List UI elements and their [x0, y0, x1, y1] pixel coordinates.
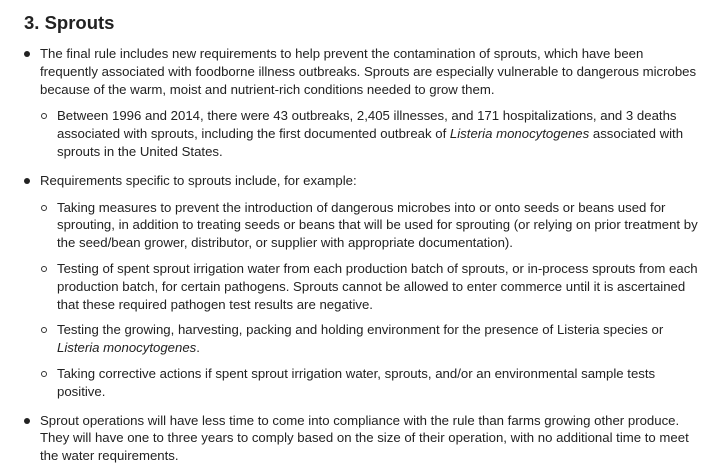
sub-item-italic: Listeria monocytogenes	[449, 126, 590, 142]
section-heading: 3. Sprouts	[24, 12, 115, 33]
main-bullet-list	[24, 45, 702, 465]
hollow-bullet-icon	[41, 327, 47, 333]
list-item	[24, 45, 702, 161]
list-item-text: Requirements specific to sprouts include, for example:	[40, 172, 357, 188]
sub-item-text: Between 1996 and 2014, there were 43 outbreaks, 2,405 illnesses, and 171 hospitalizations, and 3 deaths associated with sprouts, including the first documented outbreak of	[57, 108, 677, 142]
sub-list-item	[40, 321, 702, 357]
sub-item-text-end: associated with sprouts in the United States.	[57, 126, 684, 159]
sub-list-item	[40, 107, 702, 160]
sub-item-text-end: .	[196, 340, 200, 356]
sub-bullet-list	[40, 107, 702, 160]
sub-list-item	[40, 365, 702, 401]
sub-item-text: Testing the growing, harvesting, packing and holding environment for the presence of Listeria species or	[57, 322, 664, 338]
hollow-bullet-icon	[41, 113, 47, 119]
bullet-dot-icon	[24, 178, 30, 184]
bullet-dot-icon	[24, 51, 30, 57]
hollow-bullet-icon	[41, 205, 47, 211]
list-item-text: The final rule includes new requirements to help prevent the contamination of sprouts, which have been frequently associated with foodborne illness outbreaks. Sprouts are especially vulnerable to dangerous microbes because of the warm, moist and nutrient-rich conditions needed to grow them.	[40, 46, 697, 97]
list-item-text: Sprout operations will have less time to come into compliance with the rule than farms growing other produce. They will have one to three years to comply based on the size of their operation, with no additional time to meet the water requirements.	[40, 412, 689, 464]
sub-item-text: Testing of spent sprout irrigation water from each production batch of sprouts, or in-process sprouts from each production batch, for certain pathogens. Sprouts cannot be allowed to enter commerce until it is ascertained that these required pathogen test results are negative.	[57, 260, 698, 312]
sub-list-item	[40, 260, 702, 313]
bullet-dot-icon	[24, 418, 30, 424]
sub-bullet-list	[40, 199, 702, 401]
sub-item-text: Taking corrective actions if spent sprout irrigation water, sprouts, and/or an environmental sample tests positive.	[57, 365, 656, 399]
list-item	[24, 172, 702, 401]
sub-item-italic: Listeria monocytogenes	[57, 340, 197, 356]
hollow-bullet-icon	[41, 266, 47, 272]
sub-list-item	[40, 199, 702, 252]
sub-item-text: Taking measures to prevent the introduction of dangerous microbes into or onto seeds or beans used for sprouting, in addition to treating seeds or beans that will be used for sprouting (or relying on prior treatment by the seed/bean grower, distributor, or supplier with appropriate documentation).	[57, 199, 698, 251]
hollow-bullet-icon	[41, 371, 47, 377]
list-item	[24, 412, 702, 465]
